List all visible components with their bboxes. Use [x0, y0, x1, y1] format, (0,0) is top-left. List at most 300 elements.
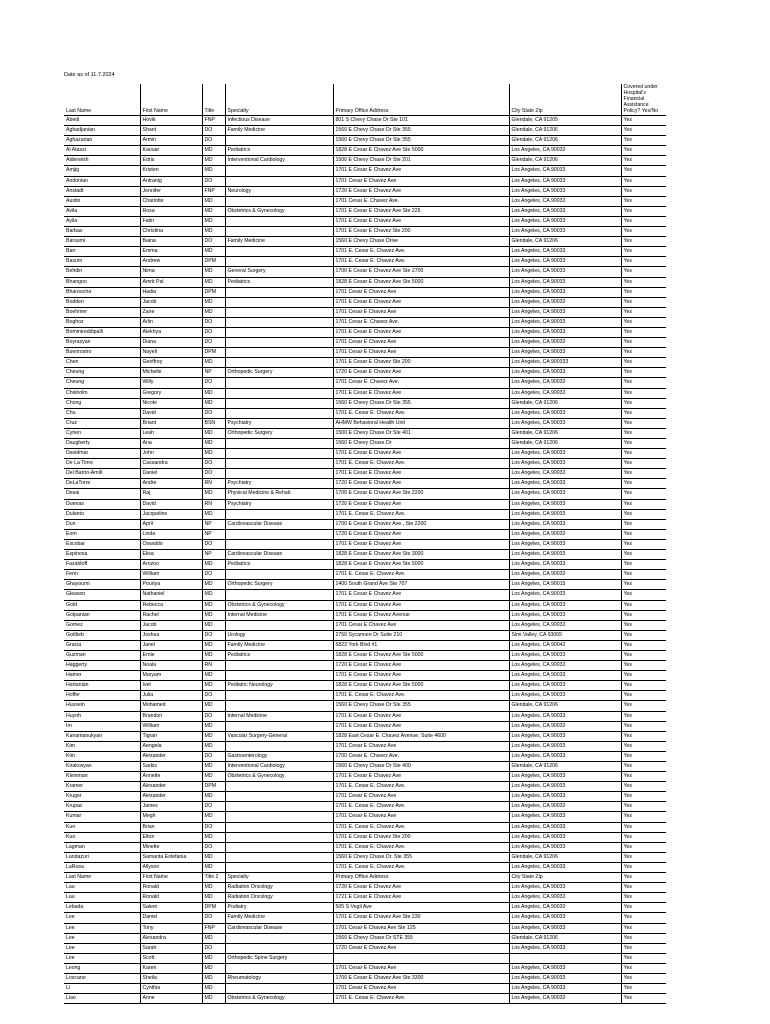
cell-city-state-zip: Los Angeles, CA 90033: [509, 691, 621, 701]
cell-title: MD: [202, 741, 225, 751]
cell-covered: Yes: [621, 277, 666, 287]
table-row: [64, 439, 666, 449]
table-row: [64, 317, 666, 327]
cell-title: MD: [202, 973, 225, 983]
cell-first-name: Pouriya: [140, 580, 202, 590]
cell-address: 1560 E Chevy Chase Dr STE 355: [333, 933, 509, 943]
cell-specialty: [225, 741, 333, 751]
cell-first-name: Salem: [140, 903, 202, 913]
cell-covered: Yes: [621, 550, 666, 560]
cell-specialty: [225, 176, 333, 186]
table-row: [64, 378, 666, 388]
cell-address: 1721 E Cesar E Chavez Ave: [333, 893, 509, 903]
cell-last-name: Gleason: [64, 590, 140, 600]
table-row: [64, 358, 666, 368]
cell-covered: Yes: [621, 428, 666, 438]
cell-title: MD: [202, 227, 225, 237]
cell-first-name: Alekhya: [140, 327, 202, 337]
cell-address: 1701 E Cesar E Chavez Ste 200: [333, 832, 509, 842]
table-row: [64, 751, 666, 761]
cell-last-name: Ghayoumi: [64, 580, 140, 590]
cell-first-name: Alexander: [140, 751, 202, 761]
cell-covered: Yes: [621, 650, 666, 660]
cell-specialty: Psychiatry: [225, 499, 333, 509]
table-row: [64, 277, 666, 287]
cell-city-state-zip: Los Angeles, CA 90033: [509, 257, 621, 267]
cell-covered: Yes: [621, 317, 666, 327]
table-row: [64, 832, 666, 842]
cell-first-name: Christina: [140, 227, 202, 237]
cell-address: 1720 E Cesar E Chavez Ave: [333, 479, 509, 489]
cell-city-state-zip: Los Angeles, CA 90033: [509, 661, 621, 671]
cell-specialty: Specialty: [225, 873, 333, 883]
table-row: [64, 711, 666, 721]
cell-covered: Yes: [621, 408, 666, 418]
table-row: [64, 671, 666, 681]
cell-specialty: [225, 338, 333, 348]
cell-covered: Yes: [621, 539, 666, 549]
cell-address: 1701 E. Cesar E. Chavez Ave.: [333, 862, 509, 872]
cell-last-name: Lee: [64, 923, 140, 933]
cell-covered: Yes: [621, 610, 666, 620]
table-row: [64, 691, 666, 701]
cell-first-name: Jennifer: [140, 186, 202, 196]
cell-first-name: Elton: [140, 832, 202, 842]
cell-first-name: Zane: [140, 307, 202, 317]
cell-city-state-zip: Glendale, CA 91206: [509, 701, 621, 711]
cell-last-name: DeLaTorre: [64, 479, 140, 489]
cell-covered: Yes: [621, 186, 666, 196]
cell-address: 1701 E Cesar E Chavez Ave: [333, 469, 509, 479]
cell-address: 1701 E Cesar E Chavez Ste 200: [333, 358, 509, 368]
cell-address: 1828 E Cesar E Chavez Ave Ste 5000: [333, 650, 509, 660]
cell-first-name: Brian: [140, 822, 202, 832]
cell-title: MD: [202, 206, 225, 216]
cell-title: MD: [202, 681, 225, 691]
cell-covered: Yes: [621, 943, 666, 953]
cell-last-name: Daugherty: [64, 439, 140, 449]
col-specialty: Specialty: [225, 84, 333, 116]
cell-address: 1828 E Cesar E Chavez Ave Ste 5000: [333, 277, 509, 287]
cell-last-name: Cruz: [64, 418, 140, 428]
cell-title: DO: [202, 327, 225, 337]
cell-address: 1701 E. Cesar E. Chavez Ave.: [333, 802, 509, 812]
cell-title: MD: [202, 580, 225, 590]
cell-address: 1701 E Cesar E Chavez Ave: [333, 772, 509, 782]
cell-address: 1700 E Cesar E Chavez Ave Ste 2700: [333, 267, 509, 277]
cell-first-name: Anne: [140, 994, 202, 1004]
cell-covered: Yes: [621, 731, 666, 741]
table-row: [64, 539, 666, 549]
table-row: [64, 267, 666, 277]
cell-last-name: Andonian: [64, 176, 140, 186]
cell-first-name: Mohamed: [140, 701, 202, 711]
table-row: [64, 620, 666, 630]
table-row: [64, 630, 666, 640]
cell-title: MD: [202, 358, 225, 368]
table-row: [64, 600, 666, 610]
cell-city-state-zip: Los Angeles, CA 90033: [509, 449, 621, 459]
cell-last-name: Gold: [64, 600, 140, 610]
cell-title: DO: [202, 408, 225, 418]
table-row: [64, 963, 666, 973]
cell-title: BSN: [202, 418, 225, 428]
cell-specialty: [225, 792, 333, 802]
cell-city-state-zip: Los Angeles, CA 90033: [509, 519, 621, 529]
cell-first-name: Rebecca: [140, 600, 202, 610]
cell-address: 1720 E Cesar E Chavez Ave: [333, 529, 509, 539]
table-row: [64, 348, 666, 358]
cell-covered: Yes: [621, 509, 666, 519]
cell-city-state-zip: City State Zip: [509, 873, 621, 883]
table-row: [64, 449, 666, 459]
cell-title: DO: [202, 378, 225, 388]
cell-city-state-zip: Los Angeles, CA 90033: [509, 176, 621, 186]
cell-first-name: Elisa: [140, 550, 202, 560]
cell-covered: Yes: [621, 751, 666, 761]
cell-address: 801 S Chevy Chase Dr Ste 101: [333, 116, 509, 126]
cell-city-state-zip: Los Angeles, CA 90033: [509, 600, 621, 610]
cell-title: RN: [202, 479, 225, 489]
cell-last-name: Fenn: [64, 570, 140, 580]
col-first-name: First Name: [140, 84, 202, 116]
cell-covered: Yes: [621, 146, 666, 156]
cell-title: FNP: [202, 923, 225, 933]
table-row: [64, 489, 666, 499]
cell-last-name: Lagman: [64, 842, 140, 852]
cell-first-name: David: [140, 499, 202, 509]
cell-city-state-zip: Los Angeles, CA 90033: [509, 772, 621, 782]
cell-last-name: Aghazarian: [64, 136, 140, 146]
cell-covered: Yes: [621, 671, 666, 681]
cell-title: DO: [202, 237, 225, 247]
cell-covered: Yes: [621, 973, 666, 983]
cell-covered: Yes: [621, 620, 666, 630]
cell-last-name: Cheung: [64, 368, 140, 378]
cell-address: 1701 E Cesar E Chavez Ave: [333, 216, 509, 226]
cell-covered: Yes: [621, 227, 666, 237]
cell-city-state-zip: Los Angeles, CA 90033: [509, 418, 621, 428]
cell-last-name: Golpanian: [64, 610, 140, 620]
cell-title: MD: [202, 792, 225, 802]
cell-address: 1701 Cesar E Chavez Ave: [333, 287, 509, 297]
cell-specialty: [225, 620, 333, 630]
cell-covered: Yes: [621, 630, 666, 640]
cell-city-state-zip: Glendale, CA 91206: [509, 136, 621, 146]
cell-last-name: Hoffer: [64, 691, 140, 701]
cell-last-name: Guzman: [64, 650, 140, 660]
table-row: [64, 216, 666, 226]
table-row: [64, 196, 666, 206]
cell-first-name: Tony: [140, 923, 202, 933]
cell-covered: Yes: [621, 287, 666, 297]
cell-title: MD: [202, 994, 225, 1004]
col-last-name: Last Name: [64, 84, 140, 116]
table-row: [64, 862, 666, 872]
cell-covered: Yes: [621, 903, 666, 913]
col-covered: Covered under Hospital's Financial Assistance Policy? Yes/No: [621, 84, 666, 116]
cell-first-name: Nima: [140, 267, 202, 277]
cell-title: MD: [202, 600, 225, 610]
cell-title: MD: [202, 701, 225, 711]
cell-specialty: [225, 196, 333, 206]
cell-specialty: [225, 691, 333, 701]
table-row: [64, 186, 666, 196]
cell-title: MD: [202, 216, 225, 226]
cell-covered: Yes: [621, 570, 666, 580]
cell-last-name: Li: [64, 984, 140, 994]
cell-title: RN: [202, 661, 225, 671]
cell-last-name: Kun: [64, 822, 140, 832]
cell-last-name: Kramer: [64, 782, 140, 792]
cell-first-name: Nicole: [140, 398, 202, 408]
table-row: [64, 570, 666, 580]
cell-covered: Yes: [621, 984, 666, 994]
cell-specialty: [225, 802, 333, 812]
cell-covered: Yes: [621, 822, 666, 832]
cell-covered: Yes: [621, 519, 666, 529]
cell-specialty: [225, 459, 333, 469]
cell-address: 1560 E Chevy Chase Dr Ste 355: [333, 701, 509, 711]
cell-last-name: Lau: [64, 893, 140, 903]
cell-covered: Yes: [621, 489, 666, 499]
cell-address: 1500 E Chevy Chase Dr Ste 401: [333, 428, 509, 438]
cell-specialty: [225, 247, 333, 257]
cell-first-name: Baina: [140, 237, 202, 247]
cell-last-name: Boehmer: [64, 307, 140, 317]
header-row: [64, 84, 666, 116]
cell-address: 1701 Cesar E Chavez Ave: [333, 963, 509, 973]
cell-specialty: [225, 529, 333, 539]
cell-title: MD: [202, 883, 225, 893]
cell-first-name: Karen: [140, 963, 202, 973]
cell-covered: Yes: [621, 358, 666, 368]
cell-specialty: [225, 166, 333, 176]
cell-covered: Yes: [621, 216, 666, 226]
cell-address: 1701 E. Cesar E. Chavez Ave.: [333, 459, 509, 469]
cell-address: 1400 South Grand Ave Ste 707: [333, 580, 509, 590]
table-row: [64, 681, 666, 691]
cell-last-name: Gracia: [64, 640, 140, 650]
cell-specialty: Orthopedic Surgery: [225, 580, 333, 590]
cell-address: 1500 E Chevy Chase Dr Ste 201: [333, 156, 509, 166]
cell-address: 1720 E Cesar E Chavez Ave: [333, 661, 509, 671]
cell-last-name: Boyrazyan: [64, 338, 140, 348]
cell-address: 1701 E. Cesar E. Chavez Ave.: [333, 247, 509, 257]
cell-city-state-zip: Los Angeles, CA 90033: [509, 378, 621, 388]
cell-last-name: Lee: [64, 913, 140, 923]
table-row: [64, 297, 666, 307]
cell-title: MD: [202, 953, 225, 963]
table-row: [64, 116, 666, 126]
cell-city-state-zip: Glendale, CA 91206: [509, 398, 621, 408]
cell-last-name: Duenas: [64, 499, 140, 509]
cell-first-name: Jacob: [140, 620, 202, 630]
col-address: Primary Office Address: [333, 84, 509, 116]
cell-address: 1701 E Cesar E Chavez Ave: [333, 449, 509, 459]
cell-first-name: Sheila: [140, 973, 202, 983]
cell-title: MD: [202, 439, 225, 449]
cell-last-name: Haggerty: [64, 661, 140, 671]
cell-address: 1701 E. Cesar E. Chavez Ave.: [333, 408, 509, 418]
cell-specialty: Family Medicine: [225, 913, 333, 923]
cell-title: MD: [202, 247, 225, 257]
cell-first-name: Ronald: [140, 883, 202, 893]
cell-address: 1701 E. Cesar E. Chavez Ave.: [333, 509, 509, 519]
cell-city-state-zip: Los Angeles, CA 90033: [509, 963, 621, 973]
cell-address: 1701 Cesar E Chavez Ave: [333, 741, 509, 751]
cell-city-state-zip: Los Angeles, CA 90033: [509, 216, 621, 226]
date-line: Date as of 11.7.2024: [64, 72, 115, 78]
cell-address: 1701 Cesar E Chavez Ave: [333, 176, 509, 186]
table-row: [64, 701, 666, 711]
cell-title: DPM: [202, 782, 225, 792]
cell-covered: Yes: [621, 439, 666, 449]
cell-address: [333, 953, 509, 963]
cell-first-name: Ana: [140, 439, 202, 449]
cell-address: AHMW Behavioral Health Unit: [333, 418, 509, 428]
cell-specialty: Urology: [225, 630, 333, 640]
cell-city-state-zip: Los Angeles, CA 90033: [509, 943, 621, 953]
cell-specialty: [225, 933, 333, 943]
cell-last-name: Barsumi: [64, 237, 140, 247]
table-row: [64, 469, 666, 479]
table-row: [64, 650, 666, 660]
cell-last-name: Bodden: [64, 297, 140, 307]
cell-specialty: [225, 227, 333, 237]
cell-address: 1701 Cesar E. Chavez Ave.: [333, 317, 509, 327]
cell-first-name: Cassandra: [140, 459, 202, 469]
table-row: [64, 408, 666, 418]
cell-title: MD: [202, 267, 225, 277]
cell-last-name: Al Atassi: [64, 146, 140, 156]
cell-covered: Yes: [621, 338, 666, 348]
cell-city-state-zip: Los Angeles, CA 90033: [509, 893, 621, 903]
table-row: [64, 772, 666, 782]
cell-last-name: Chisholm: [64, 388, 140, 398]
cell-last-name: Barr: [64, 247, 140, 257]
cell-city-state-zip: Los Angeles, CA 90033: [509, 408, 621, 418]
cell-city-state-zip: Los Angeles, CA 90033: [509, 751, 621, 761]
table-row: [64, 973, 666, 983]
cell-title: DPM: [202, 257, 225, 267]
cell-covered: Yes: [621, 126, 666, 136]
cell-last-name: Alderwish: [64, 156, 140, 166]
cell-address: 1720 E Cesar E Chavez Ave: [333, 499, 509, 509]
cell-address: 1828 E Cesar E Chavez Ave Ste 3000: [333, 550, 509, 560]
cell-first-name: Sarah: [140, 943, 202, 953]
cell-specialty: Family Medicine: [225, 126, 333, 136]
cell-address: 1701 E Cesar E Chavez Avenue: [333, 610, 509, 620]
cell-title: DO: [202, 711, 225, 721]
cell-covered: Yes: [621, 267, 666, 277]
cell-first-name: Scott: [140, 953, 202, 963]
cell-first-name: Daniel: [140, 469, 202, 479]
cell-specialty: Rheumatology: [225, 973, 333, 983]
cell-specialty: [225, 701, 333, 711]
cell-covered: Yes: [621, 307, 666, 317]
cell-first-name: Sarkis: [140, 762, 202, 772]
cell-title: DO: [202, 691, 225, 701]
cell-address: 1701 E Cesar E Chavez Ave: [333, 600, 509, 610]
cell-specialty: [225, 327, 333, 337]
cell-covered: Yes: [621, 348, 666, 358]
cell-city-state-zip: Glendale, CA 91206: [509, 237, 621, 247]
table-row: [64, 560, 666, 570]
cell-address: 1701 E. Cesar E. Chavez Ave.: [333, 257, 509, 267]
cell-city-state-zip: Los Angeles, CA 90020: [509, 903, 621, 913]
cell-address: 1701 E Cesar E Chavez Ave: [333, 297, 509, 307]
table-row: [64, 479, 666, 489]
cell-last-name: Fazaldoff: [64, 560, 140, 570]
cell-address: 1701 E Cesar E Chavez Ave Ste 230: [333, 913, 509, 923]
cell-title: MD: [202, 862, 225, 872]
table-row: [64, 428, 666, 438]
cell-city-state-zip: Los Angeles, CA 90033: [509, 388, 621, 398]
cell-specialty: Pediatrics: [225, 560, 333, 570]
cell-address: 1701 Cesar E Chavez Ave: [333, 812, 509, 822]
cell-address: 1701 E Cesar E Chavez Ave Ste 225: [333, 206, 509, 216]
cell-address: 1701 Cesar E. Chavez Ave.: [333, 378, 509, 388]
cell-city-state-zip: Glendale, CA 91206: [509, 126, 621, 136]
table-row: [64, 509, 666, 519]
cell-title: MD: [202, 196, 225, 206]
cell-last-name: Del Barrio-Amill: [64, 469, 140, 479]
cell-last-name: Chong: [64, 398, 140, 408]
cell-covered: Yes: [621, 388, 666, 398]
cell-covered: Yes: [621, 136, 666, 146]
cell-specialty: [225, 317, 333, 327]
cell-address: 1720 Cesar E Chavez Ave: [333, 943, 509, 953]
cell-specialty: Gastroenterology: [225, 751, 333, 761]
cell-covered: Yes: [621, 691, 666, 701]
cell-last-name: Landazuri: [64, 852, 140, 862]
cell-covered: Yes: [621, 711, 666, 721]
cell-city-state-zip: Los Angeles, CA 90033: [509, 459, 621, 469]
cell-last-name: Kumar: [64, 812, 140, 822]
table-row: [64, 287, 666, 297]
cell-address: 1700 E Cesar E Chavez Ave Ste 3300: [333, 973, 509, 983]
table-row: [64, 923, 666, 933]
cell-specialty: [225, 822, 333, 832]
cell-first-name: Emma: [140, 247, 202, 257]
cell-address: 1560 E Chevy Chase Dr: [333, 439, 509, 449]
cell-first-name: Charlotte: [140, 196, 202, 206]
cell-specialty: Cardiovascular Disease: [225, 550, 333, 560]
cell-specialty: Internal Medicine: [225, 711, 333, 721]
cell-title: MD: [202, 166, 225, 176]
cell-specialty: Radiation Oncology: [225, 893, 333, 903]
cell-city-state-zip: Los Angeles, CA 90033: [509, 529, 621, 539]
cell-title: MD: [202, 398, 225, 408]
cell-last-name: Davidmar: [64, 449, 140, 459]
cell-city-state-zip: Los Angeles, CA 90033: [509, 802, 621, 812]
table-row: [64, 418, 666, 428]
cell-city-state-zip: Glendale, CA 91206: [509, 439, 621, 449]
table-row: [64, 499, 666, 509]
cell-specialty: Infectious Disease: [225, 116, 333, 126]
cell-city-state-zip: Glendale, CA 91206: [509, 428, 621, 438]
cell-title: DO: [202, 630, 225, 640]
cell-address: 1828 E Cesar E Chavez Ave Ste 5000: [333, 146, 509, 156]
cell-first-name: Allyson: [140, 862, 202, 872]
table-row: [64, 953, 666, 963]
cell-city-state-zip: Los Angeles, CA 90033: [509, 782, 621, 792]
cell-covered: Yes: [621, 499, 666, 509]
cell-first-name: Cynthia: [140, 984, 202, 994]
cell-title: DO: [202, 136, 225, 146]
cell-last-name: Kim: [64, 741, 140, 751]
